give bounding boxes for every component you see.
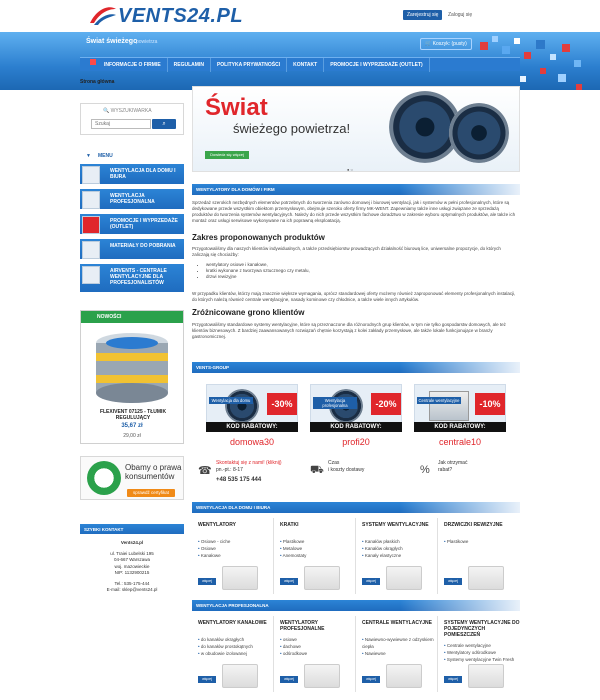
magnifier-icon: ⌕ xyxy=(162,121,166,127)
discount-code-label: KOD RABATOWY: xyxy=(310,422,402,432)
new-products-header xyxy=(81,311,183,323)
section-header-vents-group xyxy=(192,362,520,373)
more-button[interactable]: więcej xyxy=(280,578,298,585)
category-fans[interactable] xyxy=(192,518,274,594)
list-item[interactable]: • odśrodkowe xyxy=(280,650,307,657)
hero-title: Świat xyxy=(205,94,268,121)
info-discount-line2: rabat? xyxy=(438,466,453,473)
category-central-units[interactable] xyxy=(356,616,438,692)
list-item[interactable]: • Kanały elastyczne xyxy=(362,552,403,559)
section-title: WENTYLATORY DLA DOMÓW I FIRM xyxy=(196,187,275,192)
section-header-home xyxy=(192,502,520,513)
intro-paragraph-2: Przygotowaliśmy dla naszych klientów indywidualnych, a także przedsiębiorstw prowadzących działalność biurową lice, uniwersalne propozycje, do których zaliczają się chociażby: xyxy=(192,246,501,257)
search-panel xyxy=(80,103,184,135)
check-certificate-button[interactable]: sprawdź certyfikat xyxy=(127,489,175,497)
new-products-panel xyxy=(80,310,184,444)
menu-item-home-ventilation[interactable] xyxy=(80,164,184,186)
product-image xyxy=(468,664,504,688)
search-icon: 🔍 xyxy=(103,108,111,114)
intro-paragraph-4: Przygotowaliśmy standardowe systemy wentylacyjne, które są przeznaczone dla różnorodnych grup klientów, w tym nie tylko gospodarstw domowych, ale też klientów biznesowych. Z bardziej zaawansowanych rozwiązań chętnie korzystają z kolei zakłady przemysłowe, ale także lokale funkcjonujące w branży gastronomicznej. xyxy=(192,322,506,339)
header-fade xyxy=(400,184,520,195)
unit-thumbnail-icon xyxy=(82,266,100,284)
category-title: SYSTEMY WENTYLACYJNE xyxy=(362,522,429,528)
section-title: WENTYLACJA PROFESJONALNA xyxy=(196,603,269,608)
header-title: Świat świeżego xyxy=(86,38,138,45)
section-title: WENTYLACJA DLA DOMU I BIURA xyxy=(196,505,271,510)
category-pro-fans[interactable] xyxy=(274,616,356,692)
certificate-badge-icon xyxy=(87,461,121,495)
list-item[interactable]: • Kanałowe xyxy=(198,552,230,559)
contact-nip: NIP: 1132900215 xyxy=(114,570,150,575)
info-delivery[interactable] xyxy=(310,458,410,490)
category-title: KRATKI xyxy=(280,522,299,528)
header-subtitle: powietrza xyxy=(136,39,158,45)
info-discount[interactable] xyxy=(420,458,520,490)
nav-item-terms[interactable]: REGULAMIN xyxy=(168,58,211,72)
discount-code: centrale10 xyxy=(438,437,482,447)
contact-email[interactable]: E-mail: sklep@vents24.pl xyxy=(106,587,158,592)
phone-icon: ☎ xyxy=(198,465,212,477)
menu-item-label: PROMOCJE I WYPRZEDAŻE (OUTLET) xyxy=(110,218,178,230)
category-doors[interactable] xyxy=(438,518,520,594)
list-item[interactable]: • w obudowie izolowanej xyxy=(198,650,253,657)
search-title: 🔍 WYSZUKIWARKA xyxy=(103,108,152,114)
info-contact-cta[interactable]: Skontaktuj się z nami! (kliknij) xyxy=(216,460,282,466)
promo-category: Wentylacja profesjonalna xyxy=(313,397,357,409)
list-item[interactable]: • Centrale wentylacyjne xyxy=(444,642,514,649)
document-thumbnail-icon xyxy=(82,241,100,259)
product-image xyxy=(429,391,469,421)
cart-button[interactable] xyxy=(420,38,472,50)
header-fade xyxy=(400,502,520,513)
hero-more-button[interactable]: Dowiedz się więcej xyxy=(205,151,249,159)
list-item[interactable]: • Osiowe xyxy=(198,545,230,552)
menu-item-label: MATERIAŁY DO POBRANIA xyxy=(110,243,176,249)
contact-phone[interactable]: Tel.: 535-175-444 xyxy=(114,580,150,586)
discount-code: domowa30 xyxy=(229,437,275,447)
list-item[interactable]: • Nawiewno-wywiewne z odzyskiem ciepła xyxy=(362,636,437,650)
register-button[interactable]: Zarejestruj się xyxy=(403,10,442,20)
contact-postcode: 04-667 Warszawa xyxy=(113,557,151,562)
list-item[interactable]: • Nawiewne xyxy=(362,650,437,657)
quick-contact xyxy=(80,540,184,594)
category-title: SYSTEMY WENTYLACYJNE DO POJEDYNCZYCH POMIESZCZEŃ xyxy=(444,620,520,638)
list-item: • kratki wykonane z tworzywa sztucznego czy metalu, xyxy=(206,268,518,274)
nav-item-contact[interactable]: KONTAKT xyxy=(287,58,324,72)
list-item[interactable]: • Kanałów płaskich xyxy=(362,538,403,545)
section-header-fans xyxy=(192,184,520,195)
menu-header xyxy=(80,150,184,162)
breadcrumb[interactable]: Strona główna xyxy=(80,79,115,85)
product-image xyxy=(386,566,422,590)
contact-region: woj. mazowieckie xyxy=(114,563,150,569)
section-header-pro xyxy=(192,600,520,611)
intro-bullets xyxy=(192,262,518,280)
category-room-systems[interactable] xyxy=(438,616,520,692)
info-delivery-line1: Czas xyxy=(328,460,340,466)
product-image xyxy=(386,664,422,688)
list-item[interactable]: • Plastikowe xyxy=(280,538,306,545)
more-button[interactable]: więcej xyxy=(444,676,462,683)
search-button[interactable] xyxy=(152,119,176,129)
menu-item-label: AIRVENTS - CENTRALE WENTYLACYJNE DLA PROFESJONALISTÓW xyxy=(110,268,167,286)
list-item[interactable]: • Plastikowe xyxy=(444,538,468,545)
category-duct-fans[interactable] xyxy=(192,616,274,692)
info-contact-phone: +48 535 175 444 xyxy=(216,477,262,483)
more-button[interactable]: więcej xyxy=(362,676,380,683)
fan-thumbnail-icon xyxy=(82,166,100,184)
intro-paragraph: Sprzedaż szerokich nezbędnych elementów potrzebnych do tworzenia zarówno domowej i biurowej wentylacji, jak i systemów w pełni profesjonalnych, które są dedykowane przede wszystkim obiektom przemysłowym, obejmuje szeroko oferty firmy MK-WENT. Zapewniamy także inne usługi związane ze sprzedażą produktów do tworzenia systemów wentylacyjnych. Należy do nich przede wszystkim fachowe doradztwo w zakresie wyboru optymalnych produktów, ale także ich montaż oraz usługi serwisowe wykonywane na ich poprawną eksploatacją. xyxy=(192,200,516,223)
product-image xyxy=(304,664,340,688)
more-button[interactable]: więcej xyxy=(198,676,216,683)
consumer-rights-text: Obamy o prawa konsumentów xyxy=(125,463,182,481)
promo-category: Wentylacja dla domu xyxy=(209,397,253,404)
list-item: • wentylatory osiowe i kanałowe, xyxy=(206,262,518,268)
intro-paragraph-3: W przypadku klientów, którzy mają znacznie większe wymagania, oprócz standardowej oferty możemy również zaproponować elementy profesjonalnych instalacji, do których należą również centrale wentylacyjne, nasady kominowe czy chłodnice, a także wiele innych artykułów. xyxy=(192,291,516,302)
new-products-title: NOWOŚCI xyxy=(97,314,122,320)
logo[interactable] xyxy=(88,4,243,28)
nav-item-privacy[interactable]: POLITYKA PRYWATNOŚCI xyxy=(211,58,287,72)
list-item[interactable]: • dachowe xyxy=(280,643,307,650)
menu-item-pro-ventilation[interactable] xyxy=(80,189,184,211)
slider-dots[interactable]: ● ○ xyxy=(347,167,353,172)
consumer-rights-panel xyxy=(80,456,184,500)
chevron-down-icon: ▼ xyxy=(86,153,91,159)
product-image xyxy=(225,389,259,423)
product-name[interactable]: FLEXIVENT 07125 - TŁUMIK REGULUJĄCY xyxy=(99,409,167,421)
menu-item-label: WENTYLACJA PROFESJONALNA xyxy=(110,193,155,205)
fan-thumbnail-icon xyxy=(82,191,100,209)
contact-street: ul. Traiei Lubelski 195 xyxy=(110,550,154,556)
product-old-price: 29,00 zł xyxy=(123,433,141,439)
promo-discount: -20% xyxy=(371,393,401,415)
more-button[interactable]: więcej xyxy=(362,578,380,585)
cart-icon: 🛒 xyxy=(425,41,433,47)
discount-code: profi20 xyxy=(342,437,370,447)
fan-image xyxy=(449,103,509,163)
header-fade xyxy=(400,362,520,373)
list-item[interactable]: • Systemy wentylacyjne Twin Fresh xyxy=(444,656,514,663)
percent-icon: % xyxy=(420,464,430,476)
category-title: WENTYLATORY xyxy=(198,522,236,528)
list-item[interactable]: • Wentylatory odśrodkowe xyxy=(444,649,514,656)
cart-label: Koszyk: (pusty) xyxy=(432,41,467,47)
discount-code-label: KOD RABATOWY: xyxy=(206,422,298,432)
quick-contact-title: SZYBKI KONTAKT xyxy=(84,527,124,532)
category-title: WENTYLATORY PROFESJONALNE xyxy=(280,620,325,632)
contact-company: Vents24.pl xyxy=(120,540,144,545)
logo-swoosh-icon xyxy=(88,5,118,27)
nav-item-company[interactable]: INFORMACJE O FIRMIE xyxy=(98,58,168,72)
category-systems[interactable] xyxy=(356,518,438,594)
list-item: • drzwi rewizyjne xyxy=(206,274,518,280)
main-nav xyxy=(80,57,520,71)
product-image[interactable] xyxy=(89,329,175,405)
promo-discount: -30% xyxy=(267,393,297,415)
menu-title: MENU xyxy=(98,153,113,159)
promo-discount: -10% xyxy=(475,393,505,415)
more-button[interactable]: więcej xyxy=(444,578,462,585)
home-category-grid xyxy=(192,518,520,594)
promo-category: Centrale wentylacyjne xyxy=(418,398,460,403)
list-item[interactable]: • do kanałów okrągłych xyxy=(198,636,253,643)
info-discount-line1: Jak otrzymać xyxy=(438,460,468,466)
header-fade xyxy=(400,600,520,611)
list-item[interactable]: • do kanałów prostokątnych xyxy=(198,643,253,650)
top-bar xyxy=(0,0,600,32)
product-image xyxy=(222,664,258,688)
home-icon[interactable] xyxy=(90,59,96,65)
truck-icon: ⛟ xyxy=(310,464,324,476)
more-button[interactable]: więcej xyxy=(198,578,216,585)
list-item[interactable]: • Osiowe - ciche xyxy=(198,538,230,545)
section-title: VENTS-GROUP xyxy=(196,365,230,370)
product-image xyxy=(304,566,340,590)
info-contact-hours: pn.-pt.: 8-17 xyxy=(216,466,243,473)
info-delivery-line2: i koszty dostawy xyxy=(328,466,365,473)
nav-item-outlet[interactable]: PROMOCJE I WYPRZEDAŻE (OUTLET) xyxy=(324,58,430,72)
product-image xyxy=(468,566,504,590)
hero-banner[interactable] xyxy=(192,86,520,172)
category-title: CENTRALE WENTYLACYJNE xyxy=(362,620,433,626)
menu-item-airvents[interactable] xyxy=(80,264,184,294)
login-link[interactable]: Zaloguj się xyxy=(448,12,473,18)
pro-category-grid xyxy=(192,616,520,692)
list-item[interactable]: • osiowe xyxy=(280,636,307,643)
product-price: 35,67 zł xyxy=(121,423,143,429)
more-button[interactable]: więcej xyxy=(280,676,298,683)
category-grilles[interactable] xyxy=(274,518,356,594)
category-title: WENTYLATORY KANAŁOWE xyxy=(198,620,267,626)
menu-item-downloads[interactable] xyxy=(80,239,184,261)
intro-heading-products: Zakres proponowanych produktów xyxy=(192,233,325,242)
sale-thumbnail-icon xyxy=(82,216,100,234)
list-item[interactable]: • Metalowe xyxy=(280,545,306,552)
category-title: DRZWICZKI REWIZYJNE xyxy=(444,522,503,528)
intro-heading-clients: Zróżnicowane grono klientów xyxy=(192,308,305,317)
discount-code-label: KOD RABATOWY: xyxy=(414,422,506,432)
search-input[interactable] xyxy=(91,119,151,129)
menu-item-label: WENTYLACJA DLA DOMU I BIURA xyxy=(110,168,176,180)
logo-text: VENTS24.PL xyxy=(118,4,244,27)
info-contact[interactable] xyxy=(198,458,298,490)
list-item[interactable]: • Anemostaty xyxy=(280,552,306,559)
menu-item-outlet[interactable] xyxy=(80,214,184,236)
quick-contact-header xyxy=(80,524,184,534)
list-item[interactable]: • Kanałów okrągłych xyxy=(362,545,403,552)
hero-subtitle: świeżego powietrza! xyxy=(233,121,351,136)
product-image xyxy=(222,566,258,590)
